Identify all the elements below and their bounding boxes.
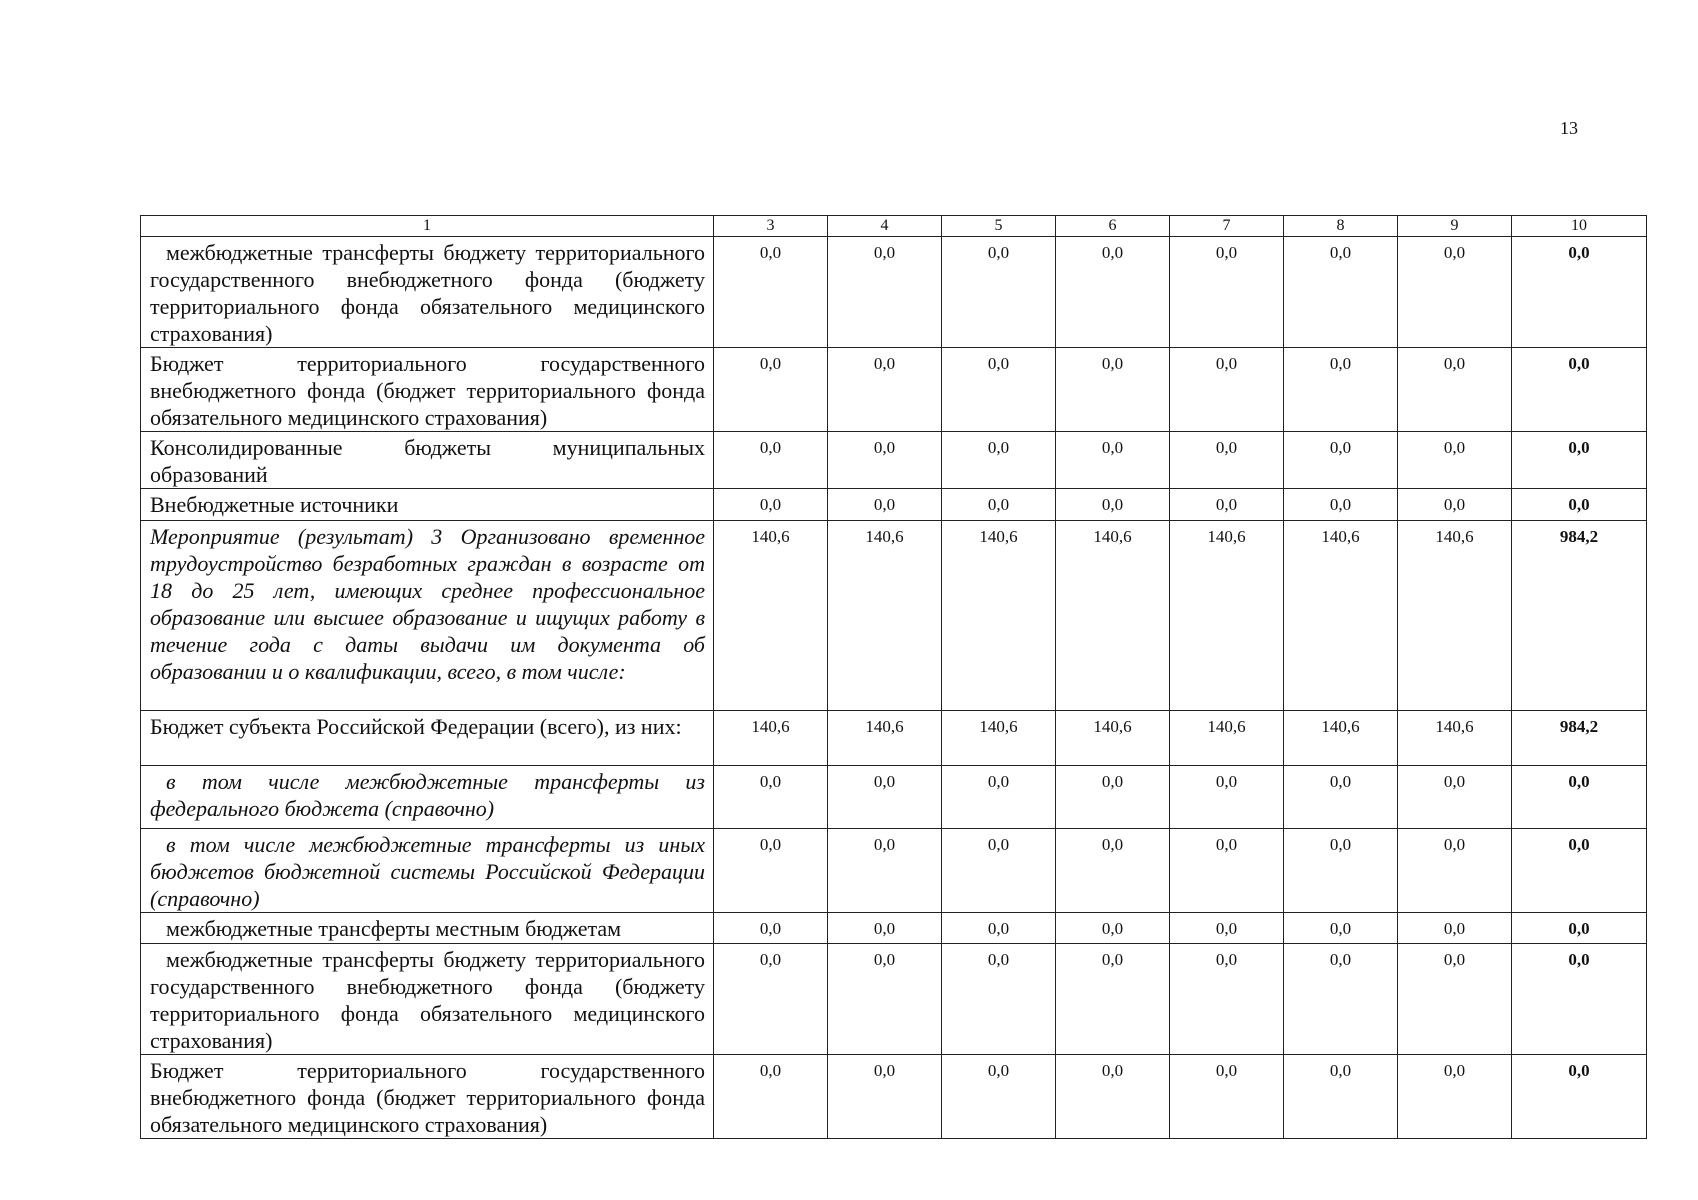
value-cell: 0,0	[1170, 237, 1284, 348]
value-cell: 140,6	[714, 711, 828, 766]
total-cell: 0,0	[1512, 1055, 1647, 1139]
value-cell: 0,0	[714, 829, 828, 913]
header-cell: 6	[1056, 216, 1170, 237]
value-cell: 0,0	[942, 913, 1056, 944]
value-cell: 0,0	[1170, 766, 1284, 829]
value-cell: 0,0	[1398, 766, 1512, 829]
value-cell: 0,0	[1056, 1055, 1170, 1139]
value-cell: 0,0	[942, 489, 1056, 521]
value-cell: 0,0	[828, 489, 942, 521]
value-cell: 0,0	[942, 237, 1056, 348]
value-cell: 0,0	[1056, 237, 1170, 348]
value-cell: 0,0	[942, 829, 1056, 913]
value-cell: 140,6	[828, 711, 942, 766]
header-cell: 4	[828, 216, 942, 237]
table-row	[141, 829, 1647, 913]
total-cell: 0,0	[1512, 913, 1647, 944]
value-cell: 0,0	[828, 944, 942, 1055]
value-cell: 0,0	[1056, 944, 1170, 1055]
value-cell: 0,0	[828, 766, 942, 829]
total-cell: 984,2	[1512, 521, 1647, 711]
table-row	[141, 913, 1647, 944]
header-cell: 5	[942, 216, 1056, 237]
value-cell: 0,0	[1170, 348, 1284, 432]
total-cell: 0,0	[1512, 944, 1647, 1055]
value-cell: 140,6	[1398, 521, 1512, 711]
total-cell: 0,0	[1512, 348, 1647, 432]
row-label: межбюджетные трансферты бюджету территориального государственного внебюджетного фонда (бюджету территориального фонда обязательного медицинского страхования)	[141, 237, 714, 348]
value-cell: 0,0	[828, 432, 942, 489]
total-cell: 0,0	[1512, 829, 1647, 913]
table-row	[141, 432, 1647, 489]
value-cell: 0,0	[1284, 237, 1398, 348]
table-row	[141, 521, 1647, 711]
value-cell: 0,0	[942, 348, 1056, 432]
value-cell: 140,6	[828, 521, 942, 711]
value-cell: 0,0	[1284, 766, 1398, 829]
row-label: Бюджет территориального государственного внебюджетного фонда (бюджет территориального фонда обязательного медицинского страхования)	[141, 348, 714, 432]
row-label: в том числе межбюджетные трансферты из иных бюджетов бюджетной системы Российской Федерации (справочно)	[141, 829, 714, 913]
row-label: Консолидированные бюджеты муниципальных образований	[141, 432, 714, 489]
value-cell: 0,0	[828, 913, 942, 944]
total-cell: 984,2	[1512, 711, 1647, 766]
table-row	[141, 489, 1647, 521]
value-cell: 0,0	[1170, 913, 1284, 944]
budget-table	[140, 215, 1647, 1139]
value-cell: 0,0	[1284, 829, 1398, 913]
value-cell: 0,0	[1398, 913, 1512, 944]
value-cell: 0,0	[1398, 489, 1512, 521]
value-cell: 0,0	[1056, 432, 1170, 489]
value-cell: 0,0	[1170, 1055, 1284, 1139]
row-label: Бюджет территориального государственного внебюджетного фонда (бюджет территориального фонда обязательного медицинского страхования)	[141, 1055, 714, 1139]
value-cell: 0,0	[1170, 829, 1284, 913]
value-cell: 0,0	[1284, 913, 1398, 944]
table-row	[141, 944, 1647, 1055]
value-cell: 140,6	[1284, 521, 1398, 711]
value-cell: 0,0	[1056, 348, 1170, 432]
value-cell: 0,0	[1170, 432, 1284, 489]
value-cell: 0,0	[1170, 489, 1284, 521]
value-cell: 0,0	[1284, 432, 1398, 489]
value-cell: 140,6	[1056, 711, 1170, 766]
value-cell: 0,0	[1284, 348, 1398, 432]
value-cell: 0,0	[1056, 913, 1170, 944]
value-cell: 140,6	[1398, 711, 1512, 766]
row-label: Внебюджетные источники	[141, 489, 714, 521]
value-cell: 0,0	[942, 1055, 1056, 1139]
value-cell: 140,6	[1056, 521, 1170, 711]
value-cell: 0,0	[714, 766, 828, 829]
header-cell: 9	[1398, 216, 1512, 237]
header-cell: 8	[1284, 216, 1398, 237]
row-label: межбюджетные трансферты бюджету территориального государственного внебюджетного фонда (бюджету территориального фонда обязательного медицинского страхования)	[141, 944, 714, 1055]
row-label: Мероприятие (результат) 3 Организовано временное трудоустройство безработных граждан в возрасте от 18 до 25 лет, имеющих среднее профессиональное образование или высшее образование и ищущих работу в течение года с даты выдачи им документа об образовании и о квалификации, всего, в том числе:	[141, 521, 714, 711]
table-row	[141, 766, 1647, 829]
value-cell: 0,0	[1170, 944, 1284, 1055]
value-cell: 0,0	[828, 1055, 942, 1139]
value-cell: 0,0	[714, 913, 828, 944]
value-cell: 0,0	[1398, 348, 1512, 432]
value-cell: 0,0	[1398, 1055, 1512, 1139]
header-cell: 1	[141, 216, 714, 237]
value-cell: 0,0	[714, 348, 828, 432]
total-cell: 0,0	[1512, 237, 1647, 348]
value-cell: 0,0	[828, 348, 942, 432]
value-cell: 140,6	[1170, 521, 1284, 711]
value-cell: 0,0	[1284, 944, 1398, 1055]
value-cell: 0,0	[1398, 944, 1512, 1055]
value-cell: 0,0	[714, 432, 828, 489]
header-row	[141, 216, 1647, 237]
value-cell: 140,6	[1170, 711, 1284, 766]
value-cell: 0,0	[1284, 489, 1398, 521]
value-cell: 0,0	[828, 237, 942, 348]
header-cell: 7	[1170, 216, 1284, 237]
value-cell: 0,0	[714, 489, 828, 521]
total-cell: 0,0	[1512, 432, 1647, 489]
header-cell: 3	[714, 216, 828, 237]
value-cell: 140,6	[942, 711, 1056, 766]
table-row	[141, 237, 1647, 348]
value-cell: 0,0	[942, 944, 1056, 1055]
value-cell: 0,0	[1398, 829, 1512, 913]
row-label: в том числе межбюджетные трансферты из федерального бюджета (справочно)	[141, 766, 714, 829]
value-cell: 0,0	[1398, 432, 1512, 489]
value-cell: 140,6	[942, 521, 1056, 711]
table-row	[141, 348, 1647, 432]
value-cell: 0,0	[1056, 766, 1170, 829]
value-cell: 0,0	[942, 766, 1056, 829]
value-cell: 140,6	[714, 521, 828, 711]
header-cell: 10	[1512, 216, 1647, 237]
page-number: 13	[1560, 118, 1578, 138]
table-row	[141, 711, 1647, 766]
row-label: Бюджет субъекта Российской Федерации (всего), из них:	[141, 711, 714, 766]
value-cell: 0,0	[1398, 237, 1512, 348]
value-cell: 0,0	[828, 829, 942, 913]
value-cell: 140,6	[1284, 711, 1398, 766]
total-cell: 0,0	[1512, 766, 1647, 829]
value-cell: 0,0	[1056, 489, 1170, 521]
row-label: межбюджетные трансферты местным бюджетам	[141, 913, 714, 944]
value-cell: 0,0	[1056, 829, 1170, 913]
total-cell: 0,0	[1512, 489, 1647, 521]
value-cell: 0,0	[714, 1055, 828, 1139]
value-cell: 0,0	[714, 237, 828, 348]
value-cell: 0,0	[1284, 1055, 1398, 1139]
table-row	[141, 1055, 1647, 1139]
value-cell: 0,0	[714, 944, 828, 1055]
value-cell: 0,0	[942, 432, 1056, 489]
